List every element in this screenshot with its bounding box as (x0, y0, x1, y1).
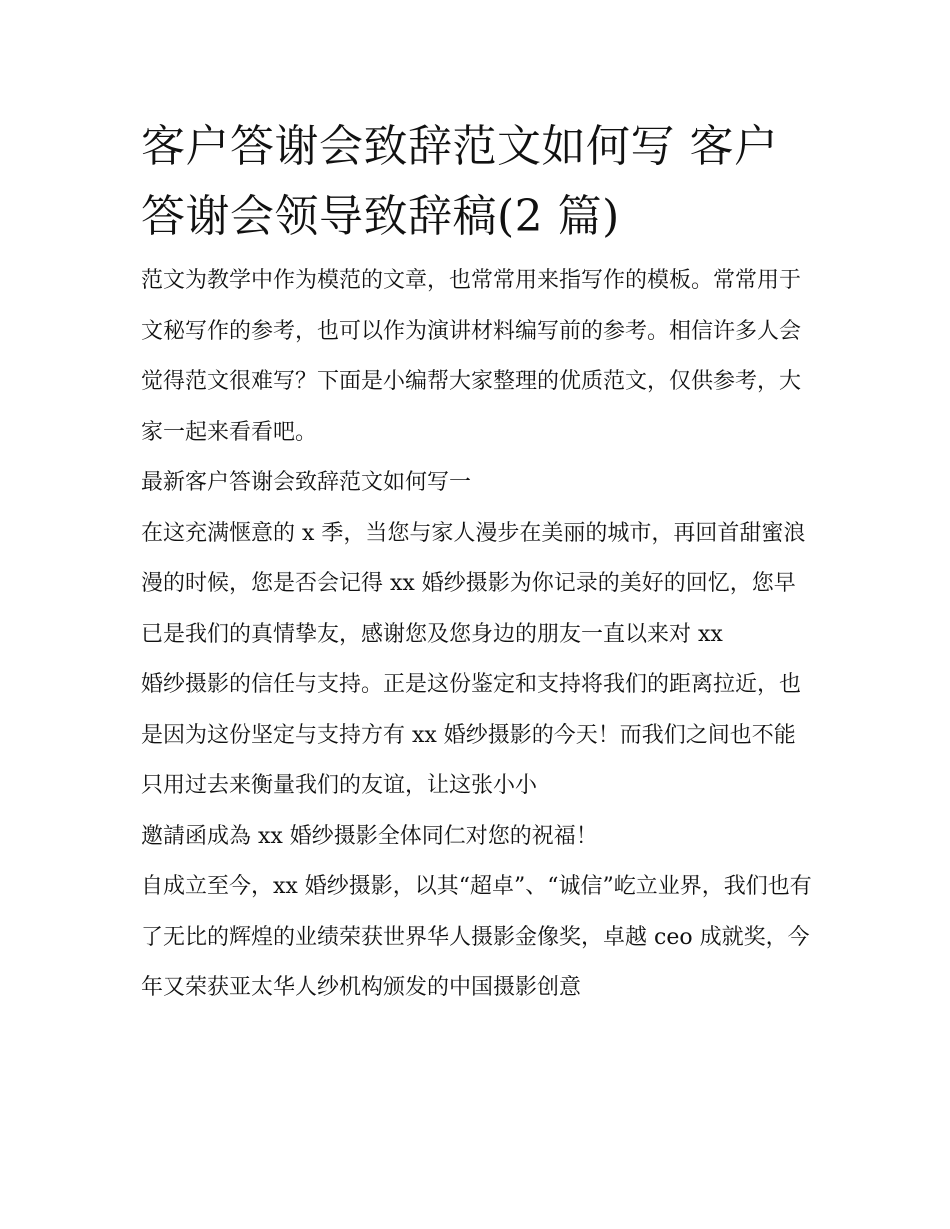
body-paragraph: 自成立至今，xx 婚纱摄影，以其“超卓”、“诚信”屹立业界，我们也有了无比的辉煌的业绩荣获世界华人摄影金像奖，卓越 ceo 成就奖，今年又荣获亚太华人纱机构颁发的中国摄影创意 (141, 874, 812, 1000)
intro-paragraph: 范文为教学中作为模范的文章，也常常用来指写作的模板。常常用于文秘写作的参考，也可以作为演讲材料编写前的参考。相信许多人会觉得范文很难写？下面是小编帮大家整理的优质范文，仅供参考，大家一起来看看吧。 (141, 268, 802, 445)
section-heading: 最新客户答谢会致辞范文如何写一 (141, 470, 472, 495)
body-paragraph: 婚纱摄影的信任与支持。正是这份鉴定和支持将我们的距离拉近，也是因为这份坚定与支持方有 xx 婚纱摄影的今天！而我们之间也不能只用过去来衡量我们的友谊，让这张小小 (141, 672, 802, 798)
body-paragraph: 邀請函成為 xx 婚纱摄影全体同仁对您的祝福！ (141, 823, 598, 849)
document-body (141, 112, 813, 1014)
document-title: 客户答谢会致辞范文如何写 客户答谢会领导致辞稿(2 篇) (141, 121, 779, 242)
body-paragraph: 在这充满惬意的 x 季，当您与家人漫步在美丽的城市，再回首甜蜜浪漫的时候，您是否会记得 xx 婚纱摄影为你记录的美好的回忆，您早已是我们的真情挚友，感谢您及您身边的朋友一直以来对 xx (141, 520, 806, 647)
